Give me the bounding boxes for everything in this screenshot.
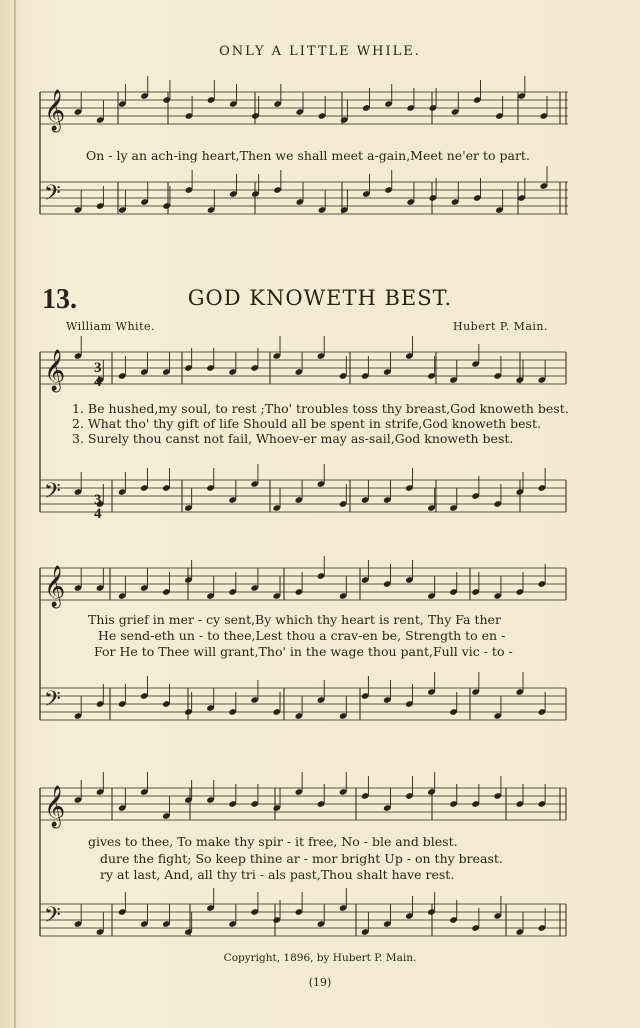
hymn-number: 13. xyxy=(42,284,77,315)
system-2-treble-clef-icon: 𝄞 xyxy=(44,566,66,607)
page-number: (19) xyxy=(308,976,332,989)
system-3-bass-clef-icon: 𝄢 xyxy=(44,903,61,933)
hymn-author: William White. xyxy=(66,320,156,333)
time-signature-bottom-2: 4 xyxy=(94,506,102,522)
system2-verse3: For He to Thee will grant,Tho' in the wage thou pant,Full vic - to - xyxy=(94,644,513,659)
hymn-composer: Hubert P. Main. xyxy=(453,320,548,333)
system2-verse2: He send-eth un - to thee,Lest thou a crav-en be, Strength to en - xyxy=(98,628,506,643)
hymn-title: GOD KNOWETH BEST. xyxy=(187,286,453,310)
previous-hymn-title: ONLY A LITTLE WHILE. xyxy=(219,44,421,59)
system3-verse2: dure the fight; So keep thine ar - mor bright Up - on thy breast. xyxy=(100,851,503,866)
system3-verse3: ry at last, And, all thy tri - als past,Thou shalt have rest. xyxy=(100,867,455,882)
system2-verse1: This grief in mer - cy sent,By which thy heart is rent, Thy Fa ther xyxy=(88,612,501,627)
copyright-notice: Copyright, 1896, by Hubert P. Main. xyxy=(223,952,417,964)
system-1-bass-clef-icon: 𝄢 xyxy=(44,479,61,509)
system1-verse2: 2. What tho' thy gift of life Should all be spent in strife,God knoweth best. xyxy=(72,416,541,431)
previous-hymn-system-bass-clef-icon: 𝄢 xyxy=(44,181,61,211)
system1-verse1: 1. Be hushed,my soul, to rest ;Tho' troubles toss thy breast,God knoweth best. xyxy=(72,401,569,416)
time-signature-bottom-1: 4 xyxy=(94,374,102,390)
system-2-bass-clef-icon: 𝄢 xyxy=(44,687,61,717)
previous-hymn-system-treble-clef-icon: 𝄞 xyxy=(44,90,66,131)
system1-verse3: 3. Surely thou canst not fail, Whoev-er may as-sail,God knoweth best. xyxy=(72,431,514,446)
previous-hymn-lyric: On - ly an ach-ing heart,Then we shall meet a-gain,Meet ne'er to part. xyxy=(86,148,530,163)
system-1-treble-clef-icon: 𝄞 xyxy=(44,350,66,391)
time-signature-top-2: 3 xyxy=(94,492,102,508)
system-3-treble-clef-icon: 𝄞 xyxy=(44,786,66,827)
time-signature-top-1: 3 xyxy=(94,360,102,376)
system3-verse1: gives to thee, To make thy spir - it free, No - ble and blest. xyxy=(88,834,458,849)
